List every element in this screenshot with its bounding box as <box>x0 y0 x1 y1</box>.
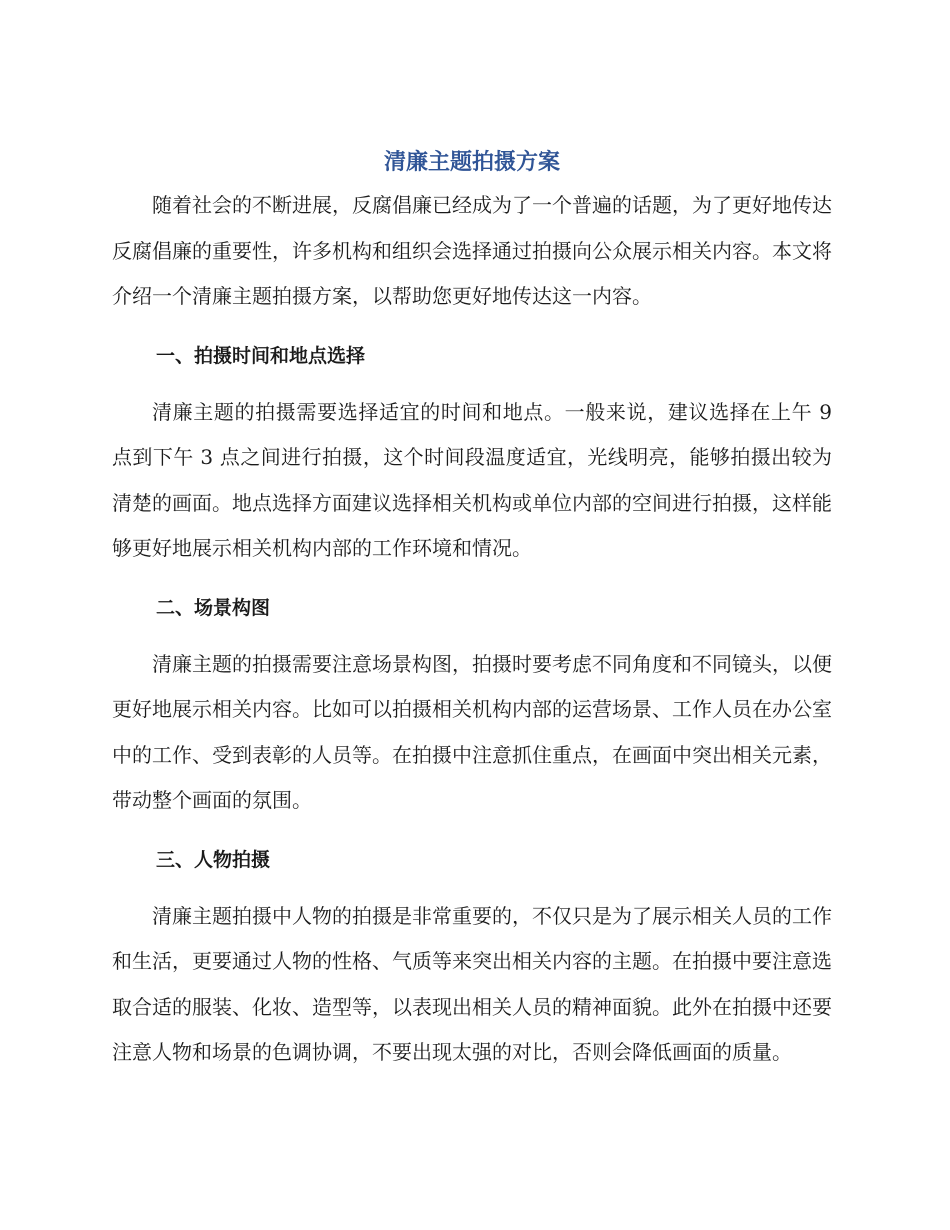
section-body-time-location: 清廉主题的拍摄需要选择适宜的时间和地点。一般来说，建议选择在上午 9 点到下午 3 点之间进行拍摄，这个时间段温度适宜，光线明亮，能够拍摄出较为清楚的画面。地点选择方面建议选择相关机构或单位内部的空间进行拍摄，这样能够更好地展示相关机构内部的工作环境和情况。 <box>112 399 832 560</box>
section-heading-portrait: 三、人物拍摄 <box>156 848 271 871</box>
intro-paragraph: 随着社会的不断进展，反腐倡廉已经成为了一个普遍的话题，为了更好地传达反腐倡廉的重要性，许多机构和组织会选择通过拍摄向公众展示相关内容。本文将介绍一个清廉主题拍摄方案，以帮助您更好地传达这一内容。 <box>112 193 832 308</box>
section-heading-time-location: 一、拍摄时间和地点选择 <box>156 344 366 367</box>
section-body-portrait: 清廉主题拍摄中人物的拍摄是非常重要的，不仅只是为了展示相关人员的工作和生活，更要通过人物的性格、气质等来突出相关内容的主题。在拍摄中要注意选取合适的服装、化妆、造型等，以表现出相关人员的精神面貌。此外在拍摄中还要注意人物和场景的色调协调，不要出现太强的对比，否则会降低画面的质量。 <box>112 903 832 1064</box>
document-body <box>112 143 832 1076</box>
section-heading-composition: 二、场景构图 <box>156 596 271 619</box>
section-body-composition: 清廉主题的拍摄需要注意场景构图，拍摄时要考虑不同角度和不同镜头，以便更好地展示相关内容。比如可以拍摄相关机构内部的运营场景、工作人员在办公室中的工作、受到表彰的人员等。在拍摄中注意抓住重点，在画面中突出相关元素，带动整个画面的氛围。 <box>112 651 832 812</box>
document-title: 清廉主题拍摄方案 <box>383 150 560 175</box>
